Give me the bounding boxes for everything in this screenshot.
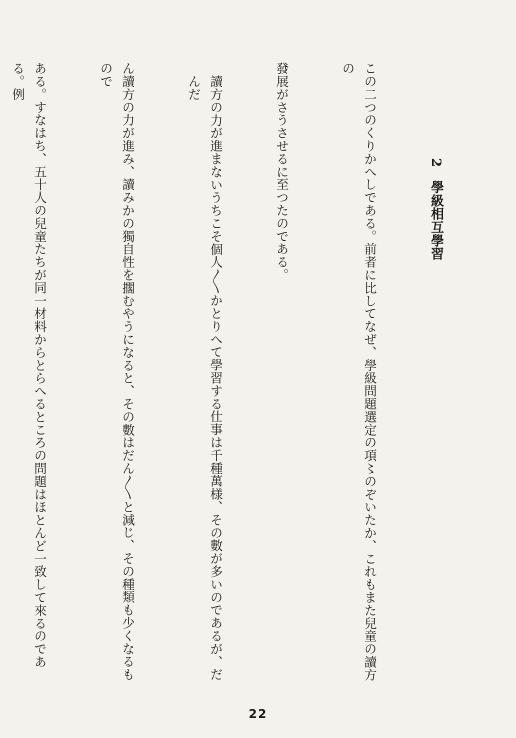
text-line: この二つのくりかへしである。前者に比してなぜ、學級問題選定の項〻のぞいたか、これもまた兒童の讀方の bbox=[340, 62, 377, 682]
text-line: ん讀方の力が進み、讀みかの獨自性を擱むやうになると、その數はだん〳〵と減じ、その種類も少くなるもので bbox=[98, 62, 135, 681]
text-line: 讀方の力が進まないうちこそ個人〳〵かとりへて學習する仕事は千種萬様、その數が多いのであるが、だんだ bbox=[186, 75, 223, 681]
text-line: 發展がさうさせるに至つたのである。 bbox=[274, 62, 289, 282]
page-number: 22 bbox=[248, 707, 268, 721]
vertical-text-block bbox=[0, 62, 490, 690]
section-heading: 2 學級相互學習 bbox=[428, 158, 443, 261]
text-line: ある。すなはち、五十人の兒童たちが同一材料からとらへるところの問題はほとんど一致して來るのである。例 bbox=[10, 62, 47, 669]
